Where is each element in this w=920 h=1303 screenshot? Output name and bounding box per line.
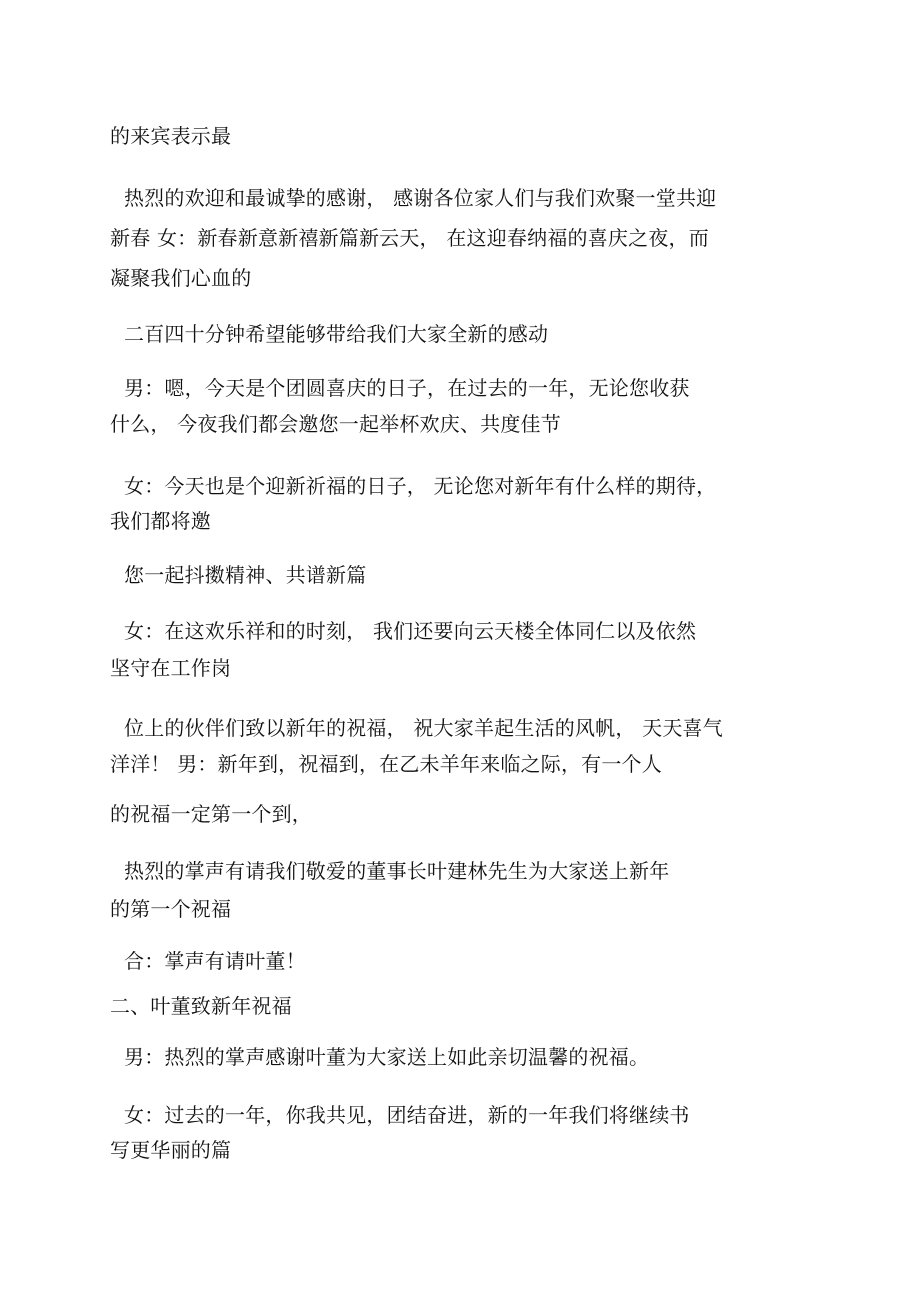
text-line: 二百四十分钟希望能够带给我们大家全新的感动 <box>124 322 549 346</box>
text-line: 的祝福一定第一个到， <box>110 802 312 826</box>
text-line: 男：热烈的掌声感谢叶董为大家送上如此亲切温馨的祝福。 <box>124 1045 650 1069</box>
text-line: 女：在这欢乐祥和的时刻， 我们还要向云天楼全体同仁以及依然 <box>124 619 697 643</box>
text-line: 洋洋！ 男：新年到，祝福到，在乙未羊年来临之际，有一个人 <box>110 752 662 776</box>
text-line: 我们都将邀 <box>110 509 211 533</box>
text-line: 位上的伙伴们致以新年的祝福， 祝大家羊起生活的风帆， 天天喜气 <box>124 716 723 740</box>
text-line: 新春 女：新春新意新禧新篇新云天， 在这迎春纳福的喜庆之夜，而 <box>110 226 709 250</box>
text-line: 写更华丽的篇 <box>110 1138 232 1162</box>
text-line: 女：今天也是个迎新祈福的日子， 无论您对新年有什么样的期待， <box>124 474 717 498</box>
section-heading: 二、叶董致新年祝福 <box>110 994 292 1018</box>
text-line: 凝聚我们心血的 <box>110 266 252 290</box>
text-line: 什么， 今夜我们都会邀您一起举杯欢庆、共度佳节 <box>110 412 561 436</box>
text-line: 您一起抖擞精神、共谱新篇 <box>124 563 367 587</box>
text-line: 女：过去的一年，你我共见，团结奋进，新的一年我们将继续书 <box>124 1103 690 1127</box>
text-line: 的来宾表示最 <box>110 124 232 148</box>
text-line: 热烈的欢迎和最诚挚的感谢， 感谢各位家人们与我们欢聚一堂共迎 <box>124 186 717 210</box>
text-line: 的第一个祝福 <box>110 897 232 921</box>
text-line: 男：嗯，今天是个团圆喜庆的日子，在过去的一年，无论您收获 <box>124 376 690 400</box>
text-line: 坚守在工作岗 <box>110 656 232 680</box>
text-line: 热烈的掌声有请我们敬爱的董事长叶建林先生为大家送上新年 <box>124 859 670 883</box>
text-line: 合：掌声有请叶董！ <box>124 949 306 973</box>
